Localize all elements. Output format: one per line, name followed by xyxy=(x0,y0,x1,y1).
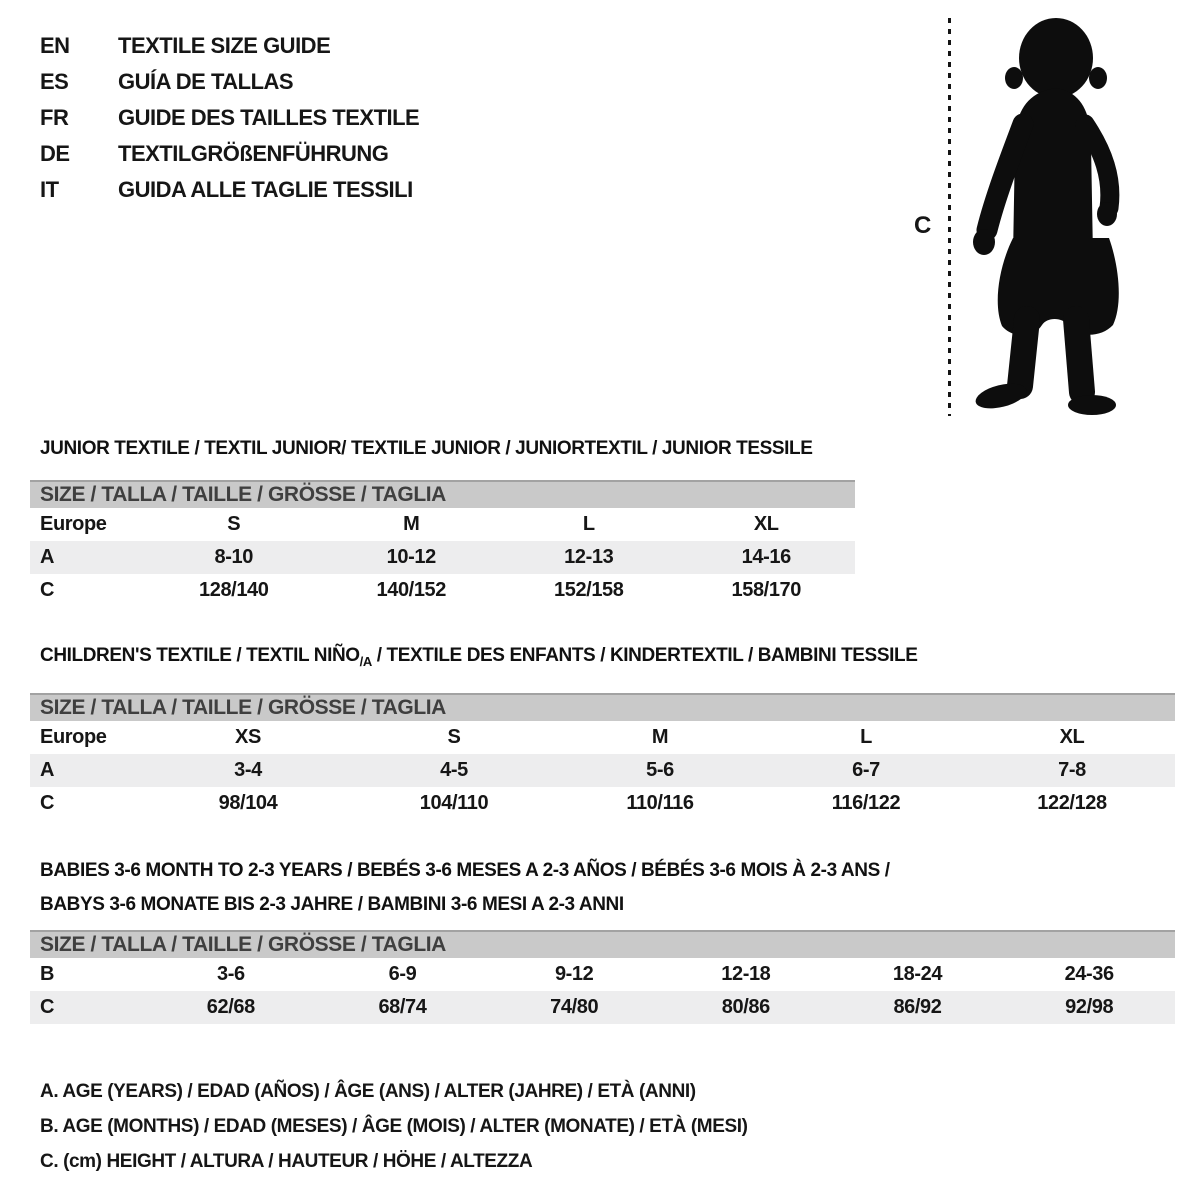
language-title: GUIDE DES TAILLES TEXTILE xyxy=(118,105,420,130)
size-cell: 110/116 xyxy=(626,791,694,814)
language-row-it xyxy=(40,172,419,208)
table-row-c xyxy=(30,574,855,607)
row-label: C xyxy=(40,791,55,814)
size-cell: 62/68 xyxy=(206,995,255,1018)
legend-note: A. AGE (YEARS) / EDAD (AÑOS) / ÂGE (ANS) / ALTER (JAHRE) / ETÀ (ANNI) xyxy=(40,1080,696,1102)
size-cell: 6-9 xyxy=(388,962,417,985)
size-cell: 6-7 xyxy=(852,758,880,781)
size-cell: 98/104 xyxy=(218,791,278,814)
size-guide-content xyxy=(30,438,1175,1179)
table-row-europe xyxy=(30,721,1175,754)
size-table xyxy=(30,958,1175,1024)
size-cell: L xyxy=(582,513,595,535)
language-code: IT xyxy=(40,177,59,202)
table-row-a xyxy=(30,754,1175,787)
size-cell: 18-24 xyxy=(892,962,943,985)
language-title: TEXTILGRÖßENFÜHRUNG xyxy=(118,141,389,166)
size-cell: 74/80 xyxy=(550,995,599,1018)
language-row-es xyxy=(40,64,419,100)
row-label: B xyxy=(40,962,55,985)
table-row-b xyxy=(30,958,1175,991)
height-measure-label: C xyxy=(914,212,932,239)
size-cell: 10-12 xyxy=(386,546,436,568)
size-cell: 80/86 xyxy=(721,995,770,1018)
size-cell: 5-6 xyxy=(646,758,674,781)
legend-note: B. AGE (MONTHS) / EDAD (MESES) / ÂGE (MOIS) / ALTER (MONATE) / ETÀ (MESI) xyxy=(40,1115,748,1137)
row-label: A xyxy=(40,546,55,568)
size-cell: 140/152 xyxy=(376,579,446,601)
section-title xyxy=(30,854,1175,922)
size-cell: 24-36 xyxy=(1064,962,1114,985)
section-title-text: CHILDREN'S TEXTILE / TEXTIL NIÑO xyxy=(40,645,360,666)
size-cell: 68/74 xyxy=(378,995,427,1018)
section-babies xyxy=(30,854,1175,1024)
language-title: GUIDA ALLE TAGLIE TESSILI xyxy=(118,177,413,202)
table-row-c xyxy=(30,991,1175,1024)
language-code: DE xyxy=(40,141,70,166)
section-title-text: BABIES 3-6 MONTH TO 2-3 YEARS / BEBÉS 3-6 MESES A 2-3 AÑOS / BÉBÉS 3-6 MOIS À 2-3 ANS / xyxy=(40,859,890,881)
size-cell: 152/158 xyxy=(554,579,624,601)
language-row-de xyxy=(40,136,419,172)
language-code: ES xyxy=(40,69,69,94)
size-cell: 7-8 xyxy=(1058,758,1086,781)
toddler-silhouette-icon xyxy=(963,16,1133,416)
size-header-bar: SIZE / TALLA / TAILLE / GRÖSSE / TAGLIA xyxy=(30,480,855,508)
size-cell: XL xyxy=(1059,725,1085,748)
height-figure xyxy=(900,0,1170,440)
size-cell: XL xyxy=(753,513,779,535)
row-label: C xyxy=(40,995,55,1018)
size-cell: 86/92 xyxy=(893,995,942,1018)
section-title-text: JUNIOR TEXTILE / TEXTIL JUNIOR/ TEXTILE JUNIOR / JUNIORTEXTIL / JUNIOR TESSILE xyxy=(40,438,813,459)
size-cell: S xyxy=(447,725,461,748)
legend-note: C. (cm) HEIGHT / ALTURA / HAUTEUR / HÖHE / ALTEZZA xyxy=(40,1150,533,1172)
table-row-a xyxy=(30,541,855,574)
size-cell: 158/170 xyxy=(731,579,801,601)
size-header-bar: SIZE / TALLA / TAILLE / GRÖSSE / TAGLIA xyxy=(30,693,1175,721)
size-cell: 122/128 xyxy=(1037,791,1107,814)
section-title xyxy=(30,645,1175,673)
row-label: C xyxy=(40,579,55,601)
language-list xyxy=(40,28,419,208)
size-cell: S xyxy=(227,513,241,535)
size-cell: M xyxy=(403,513,420,535)
section-children xyxy=(30,645,1175,820)
section-junior xyxy=(30,438,1175,607)
table-row-c xyxy=(30,787,1175,820)
size-cell: 116/122 xyxy=(831,791,901,814)
size-cell: 3-6 xyxy=(216,962,245,985)
language-code: FR xyxy=(40,105,69,130)
language-row-fr xyxy=(40,100,419,136)
size-cell: 104/110 xyxy=(419,791,489,814)
size-cell: 4-5 xyxy=(440,758,468,781)
size-cell: 12-18 xyxy=(721,962,771,985)
height-measure-line xyxy=(948,18,951,416)
language-title: GUÍA DE TALLAS xyxy=(118,69,294,94)
legend-notes xyxy=(30,1074,1175,1179)
sections xyxy=(30,438,1175,1024)
section-title-rest: / TEXTILE DES ENFANTS / KINDERTEXTIL / BAMBINI TESSILE xyxy=(371,645,918,666)
section-title-line2: BABYS 3-6 MONATE BIS 2-3 JAHRE / BAMBINI 3-6 MESI A 2-3 ANNI xyxy=(40,893,624,915)
size-cell: 3-4 xyxy=(234,758,262,781)
size-cell: L xyxy=(860,725,872,748)
size-cell: 14-16 xyxy=(741,546,791,568)
size-cell: 12-13 xyxy=(564,546,614,568)
size-cell: M xyxy=(651,725,669,748)
size-cell: 8-10 xyxy=(214,546,253,568)
section-title xyxy=(30,438,1175,460)
size-cell: 128/140 xyxy=(199,579,269,601)
size-header-bar: SIZE / TALLA / TAILLE / GRÖSSE / TAGLIA xyxy=(30,930,1175,958)
size-table xyxy=(30,721,1175,820)
table-row-europe xyxy=(30,508,855,541)
size-cell: XS xyxy=(235,725,261,748)
row-label: Europe xyxy=(40,513,107,535)
row-label: A xyxy=(40,758,55,781)
language-row-en xyxy=(40,28,419,64)
language-title: TEXTILE SIZE GUIDE xyxy=(118,33,331,58)
language-code: EN xyxy=(40,33,70,58)
size-table xyxy=(30,508,1175,607)
row-label: Europe xyxy=(40,725,107,748)
size-cell: 9-12 xyxy=(554,962,594,985)
size-cell: 92/98 xyxy=(1065,995,1114,1018)
section-title-sub: /A xyxy=(359,653,372,669)
